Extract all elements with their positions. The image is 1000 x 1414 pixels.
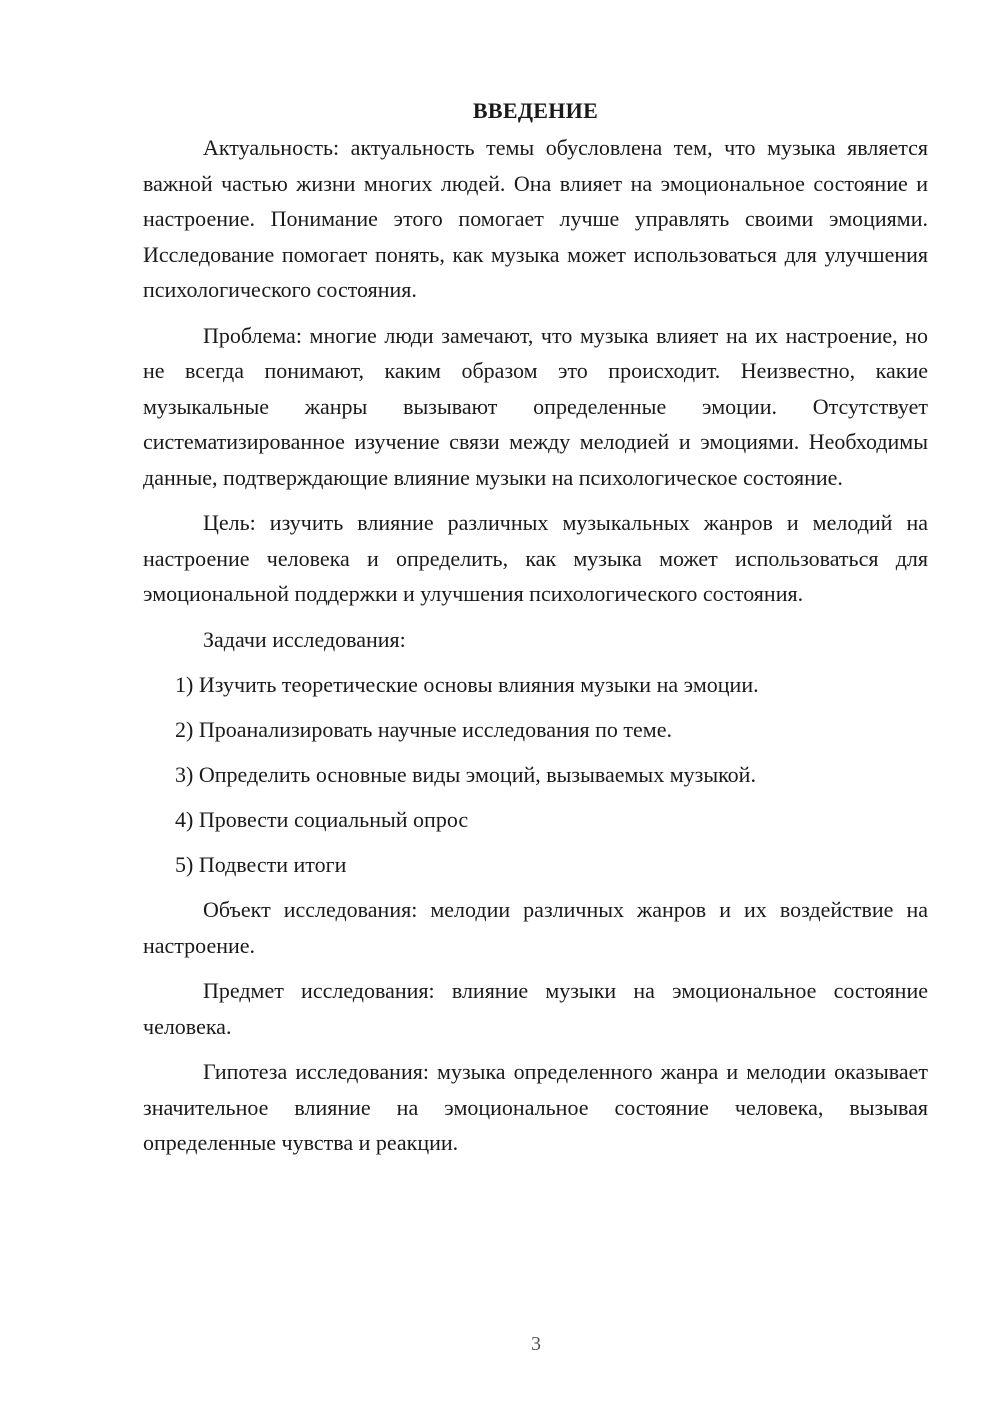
task-item: 4) Провести социальный опрос — [175, 807, 469, 832]
tasks-list — [143, 667, 928, 883]
task-item: 1) Изучить теоретические основы влияния музыки на эмоции. — [175, 672, 759, 697]
task-item: 5) Подвести итоги — [175, 852, 347, 877]
page-title: ВВЕДЕНИЕ — [472, 98, 599, 123]
problem-paragraph: Проблема: многие люди замечают, что музыка влияет на их настроение, но не всегда понимают, каким образом это происходит. Неизвестно, какие музыкальные жанры вызывают определенные эмоции. Отсутствует систематизированное изучение связи между мелодией и эмоциями. Необходимы данные, подтверждающие влияние музыки на психологическое состояние. — [143, 322, 928, 490]
object-paragraph: Объект исследования: мелодии различных жанров и их воздействие на настроение. — [143, 897, 928, 958]
relevance-paragraph: Актуальность: актуальность темы обусловлена тем, что музыка является важной частью жизни многих людей. Она влияет на эмоциональное состояние и настроение. Понимание этого помогает лучше управлять своими эмоциями. Исследование помогает понять, как музыка может использоваться для улучшения психологического состояния. — [143, 135, 928, 302]
hypothesis-paragraph: Гипотеза исследования: музыка определенного жанра и мелодии оказывает значительное влияние на эмоциональное состояние человека, вызывая определенные чувства и реакции. — [143, 1059, 928, 1155]
goal-paragraph: Цель: изучить влияние различных музыкальных жанров и мелодий на настроение человека и определить, как музыка может использоваться для эмоциональной поддержки и улучшения психологического состояния. — [143, 510, 928, 606]
task-item: 2) Проанализировать научные исследования по теме. — [175, 717, 672, 742]
task-item: 3) Определить основные виды эмоций, вызываемых музыкой. — [175, 762, 756, 787]
document-page — [143, 96, 928, 1171]
tasks-heading: Задачи исследования: — [203, 626, 406, 652]
page-number: 3 — [531, 1333, 541, 1355]
subject-paragraph: Предмет исследования: влияние музыки на эмоциональное состояние человека. — [143, 978, 928, 1039]
